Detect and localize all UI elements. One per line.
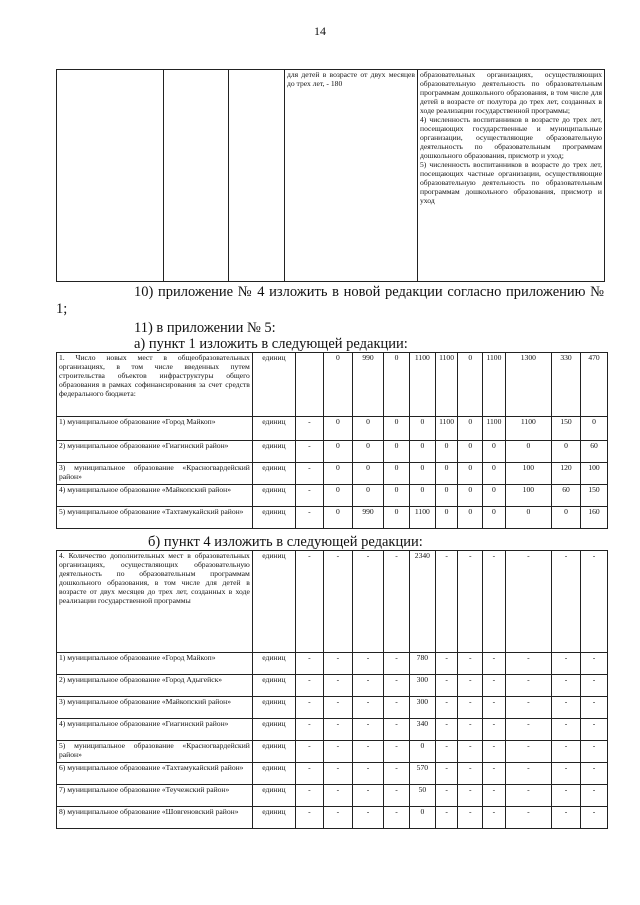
value-cell: 330 (551, 353, 580, 417)
value-cell: 0 (409, 807, 435, 829)
value-cell: - (384, 741, 410, 763)
value-cell: 0 (458, 463, 483, 485)
value-cell: - (295, 507, 323, 529)
value-cell: 300 (409, 675, 435, 697)
value-cell: 0 (409, 485, 435, 507)
value-cell: - (435, 785, 458, 807)
value-cell: 990 (352, 507, 383, 529)
top-table-cell (164, 70, 229, 282)
paragraph-b: б) пункт 4 изложить в следующей редакции: (148, 534, 423, 550)
value-cell: 100 (505, 485, 551, 507)
unit-cell: единиц (252, 441, 295, 463)
value-cell: 0 (435, 441, 458, 463)
value-cell: - (295, 417, 323, 441)
value-cell: - (551, 551, 580, 653)
value-cell: - (505, 675, 551, 697)
value-cell: - (323, 785, 352, 807)
value-cell: 0 (435, 507, 458, 529)
value-cell: - (458, 785, 483, 807)
indicator-name: 5) муниципальное образование «Красногвардейский район» (57, 741, 253, 763)
value-cell: 1100 (435, 353, 458, 417)
value-cell: 0 (323, 353, 352, 417)
value-cell: - (483, 741, 506, 763)
table-row (57, 763, 608, 785)
value-cell: 160 (581, 507, 608, 529)
value-cell: - (505, 551, 551, 653)
value-cell: 0 (505, 507, 551, 529)
value-cell: - (295, 551, 323, 653)
value-cell: 0 (458, 485, 483, 507)
unit-cell: единиц (252, 485, 295, 507)
value-cell: - (435, 741, 458, 763)
value-cell: - (295, 675, 323, 697)
value-cell: 0 (323, 485, 352, 507)
value-cell: - (581, 653, 608, 675)
value-cell: - (551, 697, 580, 719)
indicator-name: 7) муниципальное образование «Теучежский район» (57, 785, 253, 807)
value-cell: 100 (581, 463, 608, 485)
value-cell: 0 (323, 441, 352, 463)
value-cell: - (323, 551, 352, 653)
value-cell: 1100 (483, 353, 506, 417)
value-cell: - (435, 807, 458, 829)
value-cell: - (323, 763, 352, 785)
indicator-name: 8) муниципальное образование «Шовгеновский район» (57, 807, 253, 829)
value-cell: - (458, 807, 483, 829)
value-cell: - (581, 807, 608, 829)
value-cell: - (505, 697, 551, 719)
value-cell: 0 (352, 463, 383, 485)
value-cell: 0 (352, 441, 383, 463)
value-cell: 0 (458, 417, 483, 441)
value-cell: - (551, 785, 580, 807)
value-cell: 60 (581, 441, 608, 463)
value-cell: - (551, 807, 580, 829)
value-cell: 0 (483, 463, 506, 485)
value-cell: - (458, 697, 483, 719)
value-cell: - (505, 653, 551, 675)
indicator-name: 4. Количество дополнительных мест в образовательных организациях, осуществляющих образовательную деятельность по образовательным программам дошкольного образования, в том числе для детей в возрасте от двух месяцев до трех лет, созданных в ходе реализации государственной программы (57, 551, 253, 653)
indicator-name: 3) муниципальное образование «Майкопский район» (57, 697, 253, 719)
value-cell: 0 (352, 485, 383, 507)
value-cell: - (295, 463, 323, 485)
value-cell: 0 (505, 441, 551, 463)
value-cell: - (384, 653, 410, 675)
table-row (57, 551, 608, 653)
unit-cell: единиц (252, 697, 295, 719)
value-cell: 0 (384, 353, 410, 417)
value-cell: - (295, 697, 323, 719)
table-row (57, 653, 608, 675)
value-cell: 300 (409, 697, 435, 719)
value-cell: 1100 (409, 507, 435, 529)
unit-cell: единиц (252, 653, 295, 675)
value-cell: - (505, 785, 551, 807)
value-cell: - (384, 807, 410, 829)
indicator-name: 1) муниципальное образование «Город Майкоп» (57, 653, 253, 675)
value-cell: - (295, 441, 323, 463)
value-cell: - (384, 675, 410, 697)
value-cell: - (384, 763, 410, 785)
value-cell: - (352, 697, 383, 719)
value-cell: - (551, 653, 580, 675)
value-cell: 990 (352, 353, 383, 417)
value-cell: 1100 (409, 353, 435, 417)
table-row (57, 785, 608, 807)
value-cell: - (505, 741, 551, 763)
indicator-name: 2) муниципальное образование «Город Адыгейск» (57, 675, 253, 697)
value-cell: 120 (551, 463, 580, 485)
indicator-name: 1. Число новых мест в общеобразовательных организациях, в том числе введенных путем строительства объектов инфраструктуры общего образования в рамках софинансирования за счет средств федерального бюджета: (57, 353, 253, 417)
top-table-cell-age: для детей в возрасте от двух месяцев до трех лет, - 180 (285, 70, 418, 282)
value-cell: - (352, 675, 383, 697)
page-number: 14 (314, 24, 326, 38)
value-cell: - (483, 719, 506, 741)
value-cell: - (352, 741, 383, 763)
value-cell (295, 353, 323, 417)
value-cell: 150 (581, 485, 608, 507)
value-cell: 0 (483, 485, 506, 507)
value-cell: - (483, 653, 506, 675)
value-cell: - (435, 675, 458, 697)
value-cell: - (323, 653, 352, 675)
value-cell: - (483, 763, 506, 785)
value-cell: 0 (483, 507, 506, 529)
value-cell: - (384, 551, 410, 653)
value-cell: - (505, 763, 551, 785)
value-cell: 0 (384, 417, 410, 441)
value-cell: - (483, 697, 506, 719)
value-cell: - (352, 719, 383, 741)
value-cell: - (384, 719, 410, 741)
unit-cell: единиц (252, 785, 295, 807)
unit-cell: единиц (252, 353, 295, 417)
table-point-1 (56, 352, 608, 529)
paragraph-11: 11) в приложении № 5: (134, 320, 276, 336)
value-cell: - (458, 719, 483, 741)
value-cell: - (323, 741, 352, 763)
paragraph-10: 10) приложение № 4 изложить в новой редакции согласно приложению № 1; (56, 284, 604, 317)
value-cell: - (352, 785, 383, 807)
value-cell: - (551, 763, 580, 785)
value-cell: 0 (352, 417, 383, 441)
value-cell: 340 (409, 719, 435, 741)
value-cell: 0 (581, 417, 608, 441)
value-cell: - (295, 719, 323, 741)
top-table (56, 69, 605, 282)
value-cell: 0 (384, 463, 410, 485)
value-cell: - (581, 675, 608, 697)
value-cell: 0 (323, 463, 352, 485)
indicator-name: 6) муниципальное образование «Тахтамукайский район» (57, 763, 253, 785)
top-table-cell (57, 70, 164, 282)
value-cell: - (295, 653, 323, 675)
table-point-4 (56, 550, 608, 829)
unit-cell: единиц (252, 741, 295, 763)
unit-cell: единиц (252, 551, 295, 653)
unit-cell: единиц (252, 507, 295, 529)
unit-cell: единиц (252, 463, 295, 485)
value-cell: - (505, 719, 551, 741)
value-cell: 0 (323, 507, 352, 529)
indicator-name: 4) муниципальное образование «Гиагинский район» (57, 719, 253, 741)
value-cell: - (295, 785, 323, 807)
value-cell: - (323, 675, 352, 697)
value-cell: - (551, 719, 580, 741)
value-cell: 0 (409, 441, 435, 463)
unit-cell: единиц (252, 807, 295, 829)
table-row (57, 807, 608, 829)
value-cell: - (384, 785, 410, 807)
value-cell: 0 (384, 441, 410, 463)
value-cell: - (505, 807, 551, 829)
value-cell: 2340 (409, 551, 435, 653)
value-cell: - (483, 675, 506, 697)
value-cell: 1300 (505, 353, 551, 417)
value-cell: - (458, 741, 483, 763)
paragraph-a: а) пункт 1 изложить в следующей редакции: (134, 336, 408, 352)
indicator-name: 3) муниципальное образование «Красногвардейский район» (57, 463, 253, 485)
indicator-name: 4) муниципальное образование «Майкопский район» (57, 485, 253, 507)
value-cell: 0 (483, 441, 506, 463)
value-cell: - (483, 785, 506, 807)
value-cell: - (458, 653, 483, 675)
value-cell: - (458, 763, 483, 785)
value-cell: - (435, 551, 458, 653)
value-cell: 1100 (483, 417, 506, 441)
value-cell: - (323, 807, 352, 829)
value-cell: 100 (505, 463, 551, 485)
table-row (57, 675, 608, 697)
value-cell: 780 (409, 653, 435, 675)
value-cell: - (295, 807, 323, 829)
unit-cell: единиц (252, 417, 295, 441)
unit-cell: единиц (252, 719, 295, 741)
table-row (57, 507, 608, 529)
table-row (57, 417, 608, 441)
value-cell: - (435, 763, 458, 785)
value-cell: - (483, 807, 506, 829)
value-cell: - (323, 719, 352, 741)
value-cell: 0 (435, 485, 458, 507)
value-cell: 1100 (435, 417, 458, 441)
value-cell: - (295, 741, 323, 763)
value-cell: - (581, 785, 608, 807)
value-cell: 470 (581, 353, 608, 417)
value-cell: 0 (458, 507, 483, 529)
table-row (57, 719, 608, 741)
value-cell: - (581, 741, 608, 763)
value-cell: 0 (551, 441, 580, 463)
value-cell: - (352, 807, 383, 829)
value-cell: - (551, 675, 580, 697)
value-cell: 0 (551, 507, 580, 529)
value-cell: - (581, 551, 608, 653)
value-cell: 0 (409, 463, 435, 485)
value-cell: - (295, 485, 323, 507)
value-cell: 0 (384, 485, 410, 507)
value-cell: - (384, 697, 410, 719)
table-row (57, 353, 608, 417)
table-row (57, 463, 608, 485)
top-table-cell (229, 70, 285, 282)
value-cell: - (458, 675, 483, 697)
value-cell: - (435, 697, 458, 719)
value-cell: 570 (409, 763, 435, 785)
value-cell: - (435, 653, 458, 675)
value-cell: - (295, 763, 323, 785)
value-cell: 0 (409, 417, 435, 441)
value-cell: 0 (384, 507, 410, 529)
value-cell: - (352, 653, 383, 675)
value-cell: - (458, 551, 483, 653)
value-cell: - (435, 719, 458, 741)
value-cell: - (581, 763, 608, 785)
value-cell: 0 (435, 463, 458, 485)
unit-cell: единиц (252, 763, 295, 785)
value-cell: - (352, 763, 383, 785)
table-row (57, 485, 608, 507)
value-cell: 0 (458, 441, 483, 463)
value-cell: 1100 (505, 417, 551, 441)
value-cell: - (551, 741, 580, 763)
value-cell: - (352, 551, 383, 653)
value-cell: 0 (409, 741, 435, 763)
value-cell: - (323, 697, 352, 719)
value-cell: - (581, 719, 608, 741)
indicator-name: 5) муниципальное образование «Тахтамукайский район» (57, 507, 253, 529)
value-cell: 0 (323, 417, 352, 441)
value-cell: - (581, 697, 608, 719)
top-table-cell-indicators: образовательных организациях, осуществляющих образовательную деятельность по образовательным программам дошкольного образования, в том числе для детей в возрасте от полутора до трех лет, созданных в ходе реализации государственной программы; 4) численность воспитанников в возрасте до трех лет, посещающих государственные и муниципальные организации, осуществляющие образовательную деятельность по образовательным программам дошкольного образования, присмотр и уход; 5) численность воспитанников в возрасте до трех лет, посещающих частные организации, осуществляющие образовательную деятельность по образовательным программам дошкольного образования, присмотр и уход (418, 70, 605, 282)
table-row (57, 697, 608, 719)
unit-cell: единиц (252, 675, 295, 697)
value-cell: 150 (551, 417, 580, 441)
value-cell: 0 (458, 353, 483, 417)
table-row (57, 741, 608, 763)
value-cell: 50 (409, 785, 435, 807)
value-cell: 60 (551, 485, 580, 507)
indicator-name: 2) муниципальное образование «Гиагинский район» (57, 441, 253, 463)
value-cell: - (483, 551, 506, 653)
indicator-name: 1) муниципальное образование «Город Майкоп» (57, 417, 253, 441)
table-row (57, 441, 608, 463)
